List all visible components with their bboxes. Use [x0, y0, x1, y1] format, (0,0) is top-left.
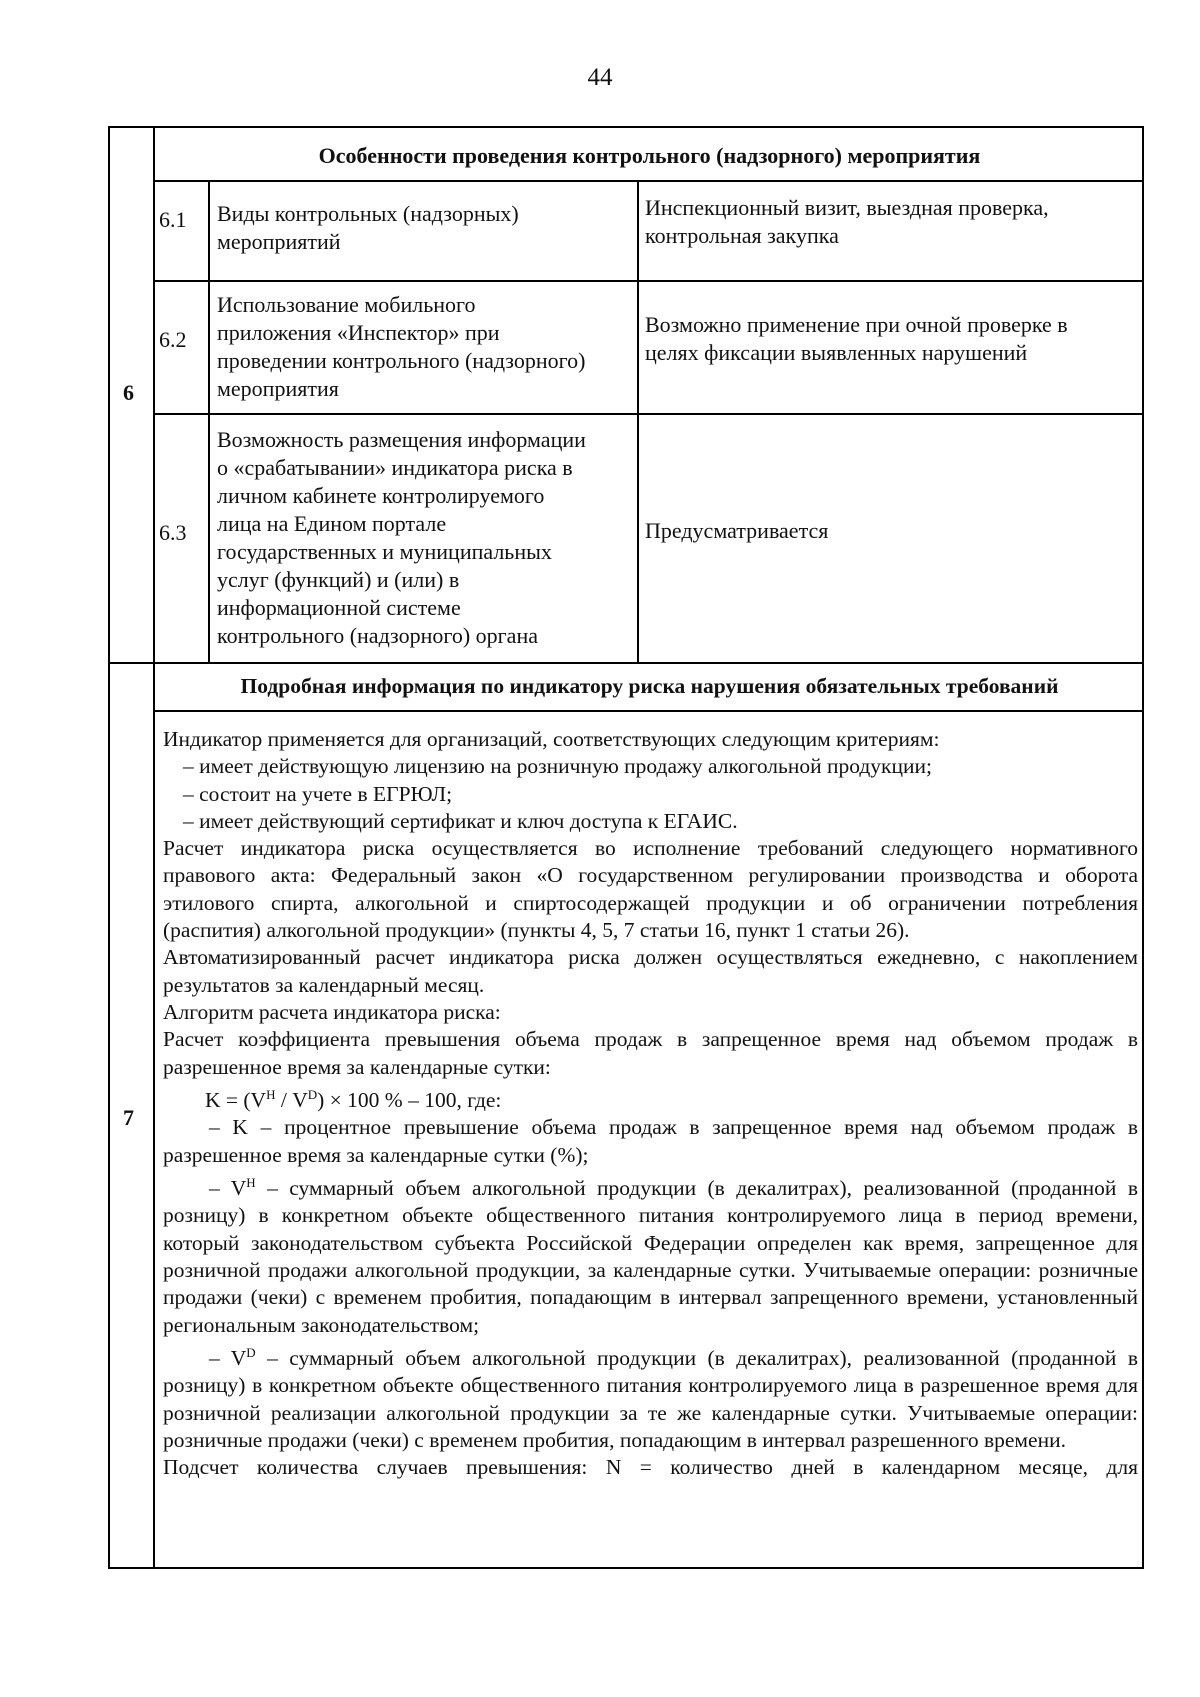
criteria-item: – имеет действующий сертификат и ключ доступа к ЕГАИС.	[183, 808, 738, 833]
text-line: Использование мобильного	[217, 292, 476, 317]
text-line: целях фиксации выявленных нарушений	[645, 340, 1028, 365]
formula-superscript: Н	[246, 1174, 256, 1190]
text-line: личном кабинете контролируемого	[217, 483, 545, 508]
text-line: о «срабатывании» индикатора риска в	[217, 455, 573, 480]
text-line: Возможность размещения информации	[217, 427, 586, 452]
formula-superscript: D	[307, 1086, 318, 1102]
formula-superscript: Н	[266, 1086, 276, 1102]
definition-vd	[163, 1339, 1138, 1454]
section-number: 7	[123, 1105, 134, 1130]
text-line: государственных и муниципальных	[217, 539, 552, 564]
text-line: услуг (функций) и (или) в	[217, 567, 460, 592]
text-line: Возможно применение при очной проверке в	[645, 312, 1068, 337]
text-line: контрольного (надзорного) органа	[217, 623, 538, 648]
formula-part: K = (V	[205, 1088, 267, 1113]
formula-superscript: D	[246, 1344, 256, 1360]
algorithm-title: Алгоритм расчета индикатора риска:	[163, 999, 501, 1024]
indicator-details	[163, 726, 1138, 1481]
row-value	[645, 311, 1140, 367]
section-header: Особенности проведения контрольного (надзорного) мероприятия	[318, 143, 981, 168]
divider	[153, 126, 155, 1569]
legal-basis: Расчет индикатора риска осуществляется во исполнение требований следующего нормативного правового акта: Федеральный закон «О государственном регулировании производства и оборота этилового спирта, алкогольной и спиртосодержащей продукции и об ограничении потребления (распития) алкогольной продукции» (пункты 4, 5, 7 статьи 16, пункт 1 статьи 26).	[163, 836, 1138, 943]
row-number: 6.1	[159, 207, 187, 232]
section-number: 6	[123, 380, 134, 405]
definition-vn	[163, 1169, 1138, 1339]
divider	[208, 180, 210, 662]
text-line: мероприятий	[217, 229, 341, 254]
row-number: 6.2	[159, 327, 187, 352]
row-label	[217, 200, 632, 256]
automation-note: Автоматизированный расчет индикатора риска должен осуществляться ежедневно, с накоплением результатов за календарный месяц.	[163, 945, 1138, 997]
coefficient-intro: Расчет коэффициента превышения объема продаж в запрещенное время над объемом продаж в разрешенное время за календарные сутки:	[163, 1027, 1138, 1079]
count-rule: Подсчет количества случаев превышения: N = количество дней в календарном месяце, для	[163, 1455, 1138, 1480]
text-line: информационной системе	[217, 595, 461, 620]
text-line: проведении контрольного (надзорного)	[217, 348, 586, 373]
text-line: Виды контрольных (надзорных)	[217, 201, 519, 226]
criteria-item: – имеет действующую лицензию на розничную продажу алкогольной продукции;	[183, 754, 932, 779]
text-line: контрольная закупка	[645, 223, 839, 248]
divider	[637, 180, 639, 662]
definition-symbol: – V	[209, 1176, 247, 1201]
divider	[153, 413, 1144, 415]
text-line: Предусматривается	[645, 518, 829, 543]
formula-part: / V	[275, 1088, 308, 1113]
row-label	[217, 291, 635, 403]
divider	[108, 662, 1144, 664]
definition-k: – K – процентное превышение объема продаж в запрещенное время над объемом продаж в разрешенное время за календарные сутки (%);	[163, 1115, 1138, 1167]
divider	[153, 710, 1144, 712]
formula	[163, 1081, 1138, 1114]
row-label	[217, 426, 635, 650]
criteria-item: – состоит на учете в ЕГРЮЛ;	[183, 781, 453, 806]
section-header: Подробная информация по индикатору риска нарушения обязательных требований	[240, 674, 1059, 698]
text-line: Инспекционный визит, выездная проверка,	[645, 195, 1049, 220]
text-line: лица на Едином портале	[217, 511, 447, 536]
text-line: мероприятия	[217, 376, 339, 401]
definition-text: – суммарный объем алкогольной продукции (в декалитрах), реализованной (проданной в розницу) в конкретном объекте общественного питания контролируемого лица в разрешенное время для розничной реализации алкогольной продукции за те же календарные сутки. Учитываемые операции: розничные продажи (чеки) с временем пробития, попадающим в интервал разрешенного времени.	[163, 1346, 1138, 1452]
row-value	[645, 517, 1140, 545]
indicator-intro: Индикатор применяется для организаций, соответствующих следующим критериям:	[163, 727, 940, 751]
divider	[153, 280, 1144, 282]
definition-symbol: – V	[209, 1346, 247, 1370]
divider	[153, 180, 1144, 182]
row-value	[645, 194, 1140, 250]
row-number: 6.3	[159, 520, 187, 545]
definition-text: – суммарный объем алкогольной продукции (в декалитрах), реализованной (проданной в розницу) в конкретном объекте общественного питания контролируемого лица в период времени, который законодательством субъекта Российской Федерации определен как время, запрещенное для розничной продажи алкогольной продукции, за календарные сутки. Учитываемые операции: розничные продажи (чеки) с временем пробития, попадающим в интервал запрещенного времени, установленный региональным законодательством;	[163, 1176, 1138, 1337]
page-number: 44	[587, 64, 613, 91]
formula-part: ) × 100 % – 100, где:	[317, 1088, 502, 1113]
text-line: приложения «Инспектор» при	[217, 320, 500, 345]
